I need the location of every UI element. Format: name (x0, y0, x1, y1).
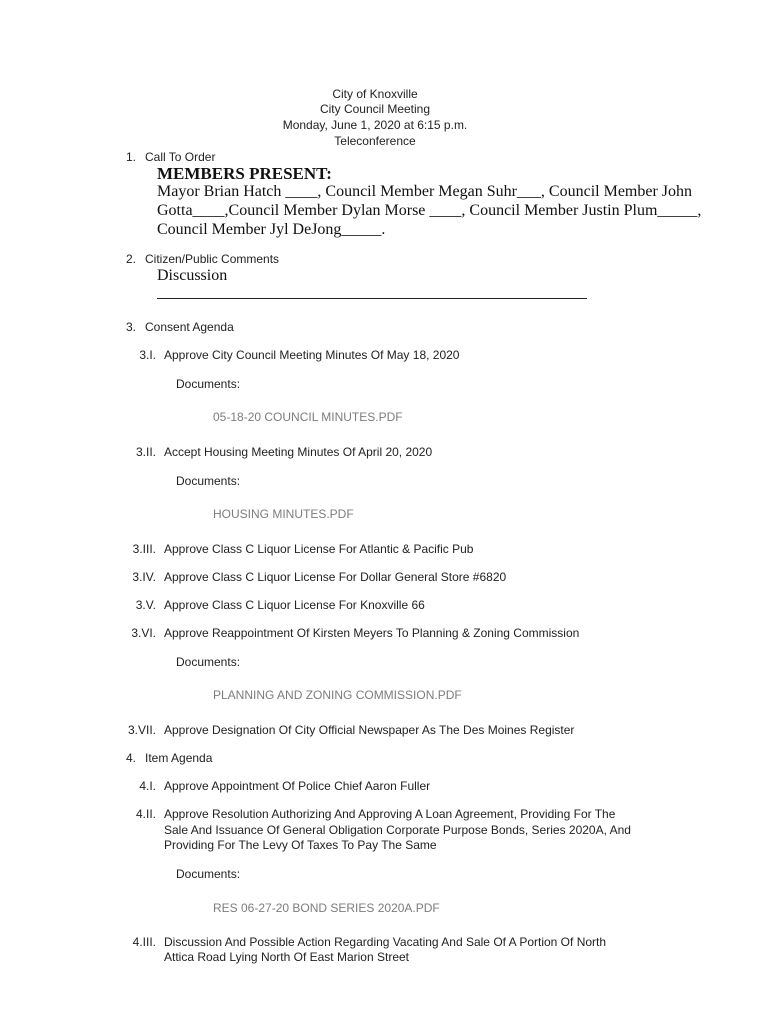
discussion-write-line (157, 298, 587, 299)
documents-label: Documents: (176, 867, 241, 881)
document-link[interactable]: RES 06-27-20 BOND SERIES 2020A.PDF (213, 901, 440, 915)
agenda-item-text: Approve City Council Meeting Minutes Of May 18, 2020 (164, 348, 460, 362)
agenda-item-text: Approve Class C Liquor License For Dollar General Store #6820 (164, 570, 507, 584)
section-title-item-agenda: Item Agenda (145, 751, 213, 765)
item-number: 3.V. (135, 598, 156, 612)
section-title-consent-agenda: Consent Agenda (145, 320, 234, 334)
members-line: Council Member Jyl DeJong_____. (157, 221, 386, 238)
documents-label: Documents: (176, 655, 241, 669)
item-number: 4.I. (139, 779, 156, 793)
item-number: 4.III. (132, 935, 156, 949)
documents-label: Documents: (176, 474, 241, 488)
members-line: Gotta____,Council Member Dylan Morse ____, Council Member Justin Plum_____, (157, 202, 702, 219)
agenda-item-text: Accept Housing Meeting Minutes Of April 20, 2020 (164, 445, 433, 459)
item-number: 3.VII. (127, 723, 156, 737)
agenda-item-text-line: Attica Road Lying North Of East Marion Street (164, 950, 409, 964)
members-line: Mayor Brian Hatch ____, Council Member Megan Suhr___, Council Member John (157, 183, 693, 200)
meeting-date: Monday, June 1, 2020 at 6:15 p.m. (282, 118, 468, 132)
meeting-location: Teleconference (334, 134, 416, 148)
agenda-item-text: Approve Appointment Of Police Chief Aaron Fuller (164, 779, 431, 793)
document-link[interactable]: PLANNING AND ZONING COMMISSION.PDF (213, 688, 462, 702)
section-number: 4. (126, 751, 137, 765)
document-link[interactable]: 05-18-20 COUNCIL MINUTES.PDF (213, 410, 403, 424)
agenda-item-text-line: Discussion And Possible Action Regarding Vacating And Sale Of A Portion Of North (164, 935, 607, 949)
item-number: 3.I. (139, 348, 156, 362)
section-number: 3. (126, 320, 137, 334)
section-number: 2. (126, 252, 137, 266)
document-link[interactable]: HOUSING MINUTES.PDF (213, 507, 354, 521)
agenda-item-text-line: Providing For The Levy Of Taxes To Pay The Same (164, 838, 437, 852)
members-present-heading: MEMBERS PRESENT: (157, 164, 332, 183)
documents-label: Documents: (176, 377, 241, 391)
agenda-item-text-line: Approve Resolution Authorizing And Approving A Loan Agreement, Providing For The (164, 807, 616, 821)
section-number: 1. (126, 150, 137, 164)
item-number: 3.II. (135, 445, 156, 459)
city-name: City of Knoxville (332, 87, 418, 101)
agenda-item-text: Approve Class C Liquor License For Atlantic & Pacific Pub (164, 542, 474, 556)
agenda-item-text: Approve Designation Of City Official Newspaper As The Des Moines Register (164, 723, 575, 737)
section-title-citizen-comments: Citizen/Public Comments (145, 252, 280, 266)
item-number: 4.II. (135, 807, 156, 821)
item-number: 3.III. (132, 542, 156, 556)
discussion-label: Discussion (157, 267, 228, 284)
item-number: 3.IV. (132, 570, 156, 584)
agenda-item-text: Approve Class C Liquor License For Knoxville 66 (164, 598, 425, 612)
item-number: 3.VI. (131, 626, 156, 640)
agenda-item-text-line: Sale And Issuance Of General Obligation Corporate Purpose Bonds, Series 2020A, And (164, 823, 631, 837)
agenda-item-text: Approve Reappointment Of Kirsten Meyers To Planning & Zoning Commission (164, 626, 580, 640)
section-title-call-to-order: Call To Order (145, 150, 216, 164)
meeting-name: City Council Meeting (319, 102, 431, 116)
